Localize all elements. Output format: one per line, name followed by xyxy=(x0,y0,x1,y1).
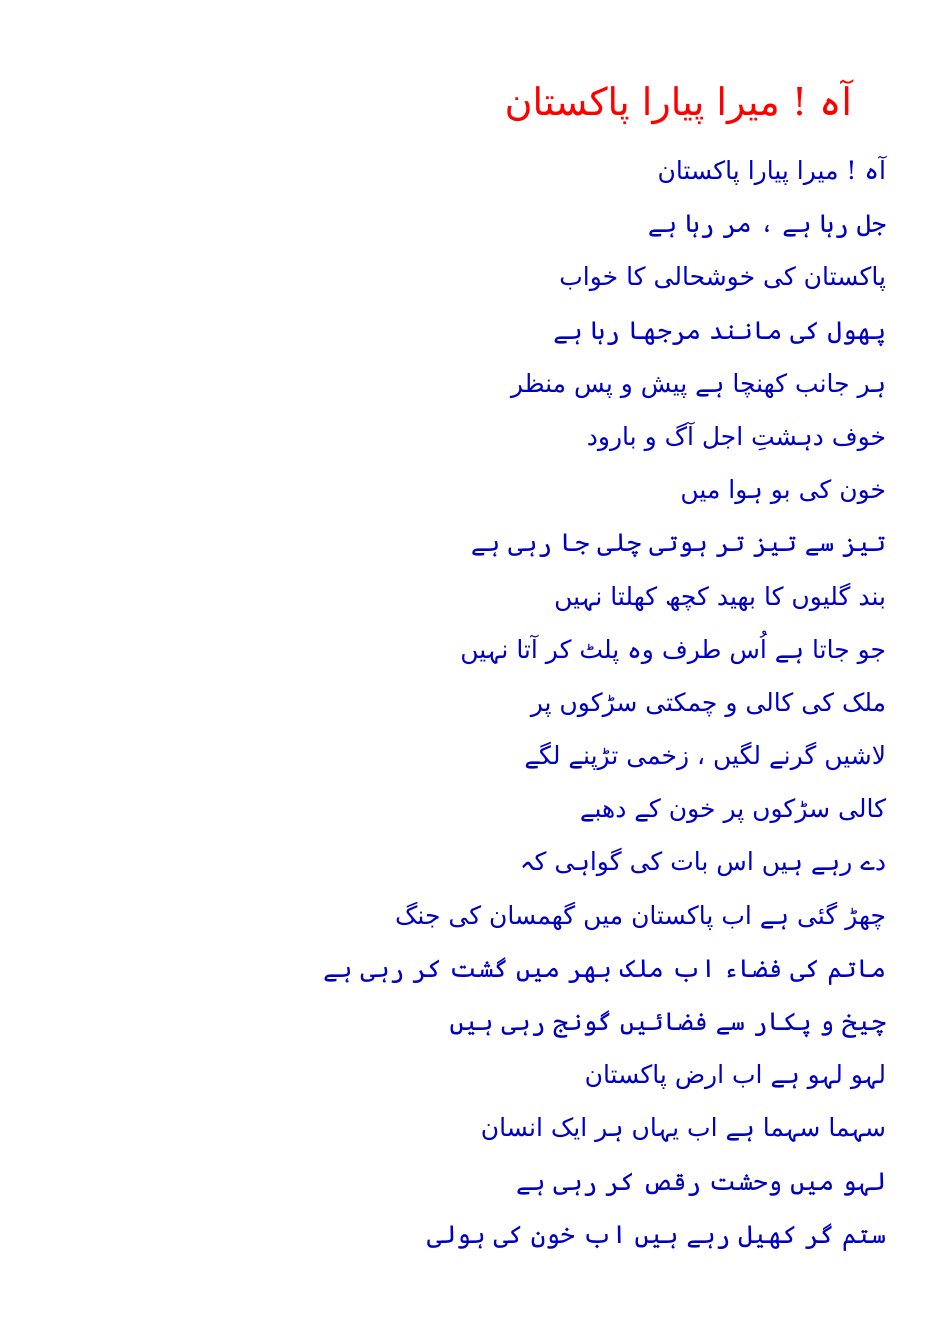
poem-line: آہ ! میرا پیارا پاکستان xyxy=(657,156,886,185)
poem-line: جل رہا ہے ، مر رہا ہے xyxy=(647,209,886,239)
poem-lines xyxy=(323,144,886,1261)
poem-line: لاشیں گرنے لگیں ، زخمی تڑپنے لگے xyxy=(524,741,886,771)
poem-line: پاکستان کی خوشحالی کا خواب xyxy=(559,262,886,292)
poem-line: دے رہے ہیں اس بات کی گواہی کہ xyxy=(519,847,886,877)
poem-line: ماتم کی فضاء اب ملک بھر میں گشت کر رہی ہے xyxy=(323,953,886,983)
poem-line: چیخ و پکار سے فضائیں گونج رہی ہیں xyxy=(449,1007,886,1036)
poem-line: ہر جانب کھنچا ہے پیش و پس منظر xyxy=(510,368,886,398)
poem-line: چھڑ گئی ہے اب پاکستان میں گھمسان کی جنگ xyxy=(395,900,886,930)
poem-line: بند گلیوں کا بھید کچھ کھلتا نہیں xyxy=(554,581,886,611)
poem-title: آہ ! میرا پیارا پاکستان xyxy=(504,80,852,124)
poem-line: خوف دہشتِ اجل آگ و بارود xyxy=(586,421,886,451)
poem-line: ستم گر کھیل رہے ہیں اب خون کی ہولی xyxy=(426,1219,886,1249)
poem-line: لہو میں وحشت رقص کر رہی ہے xyxy=(516,1166,886,1196)
poem-line: سہما سہما ہے اب یہاں ہر ایک انسان xyxy=(480,1113,886,1143)
poem-line: جو جاتا ہے اُس طرف وہ پلٹ کر آتا نہیں xyxy=(460,634,886,664)
poem-line: کالی سڑکوں پر خون کے دھبے xyxy=(579,794,886,824)
poem-line: ملک کی کالی و چمکتی سڑکوں پر xyxy=(530,687,886,717)
poem-line: پھول کی مانند مرجھا رہا ہے xyxy=(553,315,886,345)
poem-line: تیز سے تیز تر ہوتی چلی جا رہی ہے xyxy=(470,528,886,558)
poem-line: خون کی بو ہوا میں xyxy=(680,475,886,505)
poem-line: لہو لہو ہے اب ارض پاکستان xyxy=(584,1060,886,1090)
